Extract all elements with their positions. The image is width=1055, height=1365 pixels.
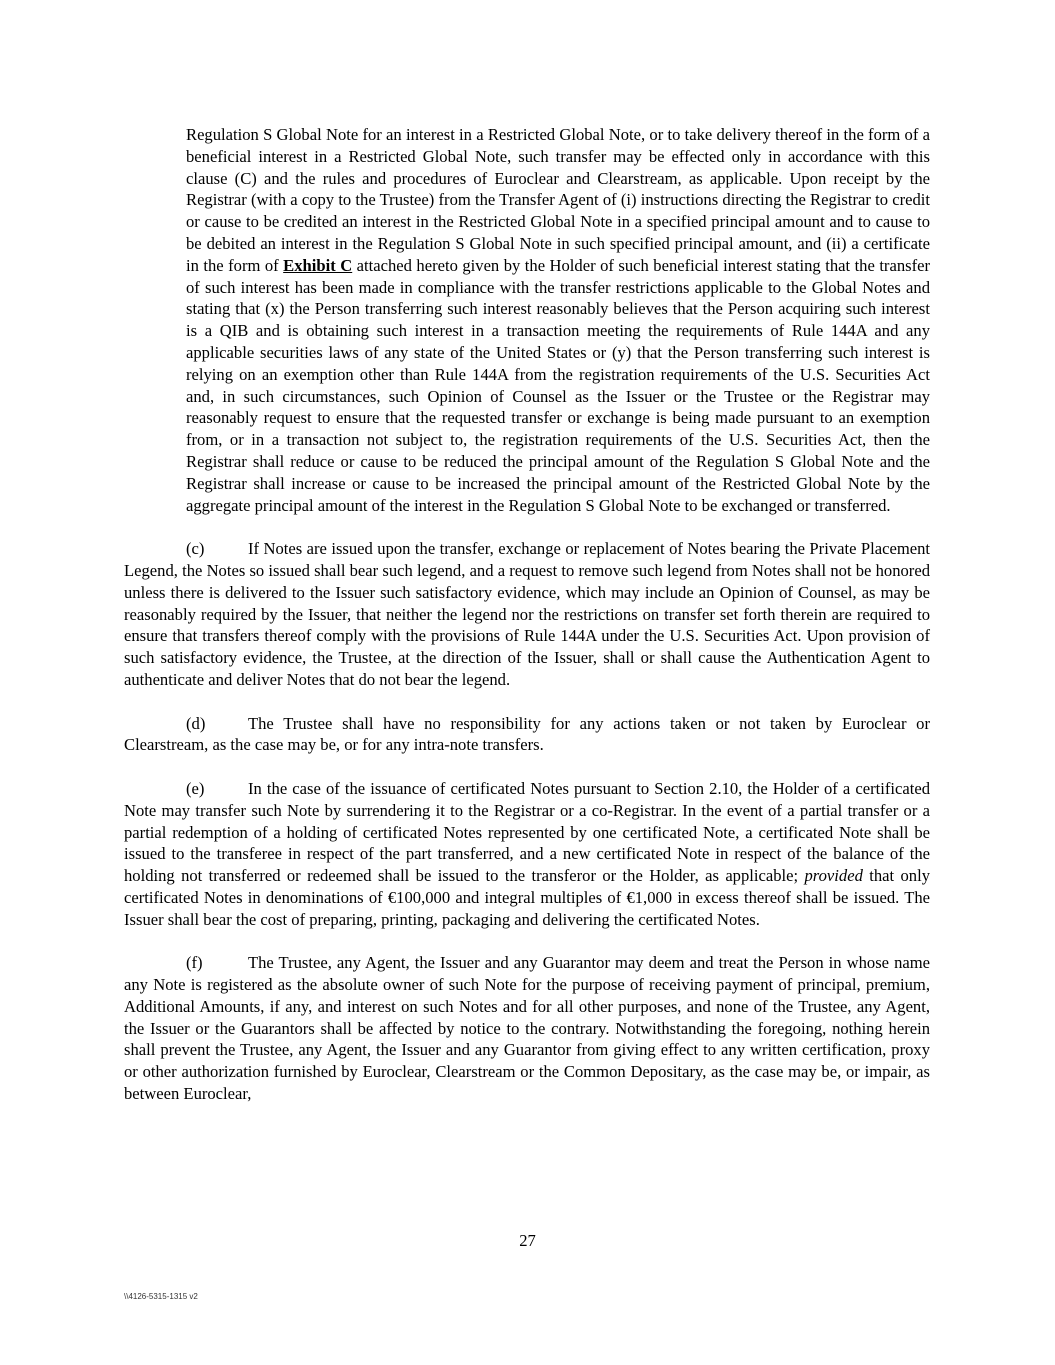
paragraph-e-provided: provided <box>804 866 863 886</box>
paragraph-c <box>124 538 930 691</box>
paragraph-c-text: If Notes are issued upon the transfer, exchange or replacement of Notes bearing the Private Placement Legend, the Notes so issued shall bear such legend, and a request to remove such legend from Notes shall not be honored unless there is delivered to the Issuer such satisfactory evidence, which may include an Opinion of Counsel, as may be reasonably required by the Issuer, that neither the legend nor the restrictions on transfer set forth therein are required to ensure that transfers thereof comply with the provisions of Rule 144A under the U.S. Securities Act. Upon provision of such satisfactory evidence, the Trustee, at the direction of the Issuer, shall or shall cause the Authentication Agent to authenticate and deliver Notes that do not bear the legend. <box>124 539 930 689</box>
paragraph-e <box>124 778 930 931</box>
paragraph-d-text: The Trustee shall have no responsibility for any actions taken or not taken by Euroclear or Clearstream, as the case may be, or for any intra-note transfers. <box>124 713 930 755</box>
paragraph-e-text-1: In the case of the issuance of certificated Notes pursuant to Section 2.10, the Holder of a certificated Note may transfer such Note by surrendering it to the Registrar or a co-Registrar. In the event of a partial transfer or a partial redemption of a holding of certificated Notes represented by one certificated Note, a certificated Note shall be issued to the transferee in respect of the part transferred, and a new certificated Note in respect of the balance of the holding not transferred or redeemed shall be issued to the transferor or the Holder, as applicable; <box>124 778 930 886</box>
continuation-text-2: attached hereto given by the Holder of such beneficial interest stating that the transfer of such interest has been made in compliance with the transfer restrictions applicable to the Global Notes and stating that (x) the Person transferring such interest reasonably believes that the Person acquiring such interest is a QIB and is obtaining such interest in a transaction meeting the requirements of Rule 144A and any applicable securities laws of any state of the United States or (y) that the Person transferring such interest is relying on an exemption other than Rule 144A from the registration requirements of the U.S. Securities Act and, in such circumstances, such Opinion of Counsel as the Issuer or the Trustee or the Registrar may reasonably request to ensure that the requested transfer or exchange is being made pursuant to an exemption from, or in a transaction not subject to, the registration requirements of the U.S. Securities Act, then the Registrar shall reduce or cause to be reduced the principal amount of the Regulation S Global Note and the Registrar shall increase or cause to be increased the principal amount of the Restricted Global Note by the aggregate principal amount of the interest in the Regulation S Global Note to be exchanged or transferred. <box>186 255 930 515</box>
paragraph-f-number: (f) <box>186 953 203 973</box>
paragraph-e-text-2: that only certificated Notes in denominations of €100,000 and integral multiples of €1,000 in excess thereof shall be issued. The Issuer shall bear the cost of preparing, printing, packaging and delivering the certificated Notes. <box>124 866 931 929</box>
exhibit-c-reference: Exhibit C <box>283 255 353 275</box>
paragraph-e-number: (e) <box>186 778 205 798</box>
page-number: 27 <box>519 1231 536 1250</box>
paragraph-d-number: (d) <box>186 713 206 733</box>
paragraph-d <box>124 713 930 757</box>
paragraph-f <box>124 952 930 1105</box>
paragraph-f-text: The Trustee, any Agent, the Issuer and any Guarantor may deem and treat the Person in whose name any Note is registered as the absolute owner of such Note for the purpose of receiving payment of principal, premium, Additional Amounts, if any, and interest on such Notes and for all other purposes, and none of the Trustee, any Agent, the Issuer or the Guarantors shall be affected by notice to the contrary. Notwithstanding the foregoing, nothing herein shall prevent the Trustee, any Agent, the Issuer and any Guarantor from giving effect to any written certification, proxy or other authorization furnished by Euroclear, Clearstream or the Common Depositary, as the case may be, or impair, as between Euroclear, <box>124 953 930 1104</box>
document-id: \\4126-5315-1315 v2 <box>124 1292 198 1301</box>
document-body <box>124 124 930 1127</box>
paragraph-c-number: (c) <box>186 539 205 559</box>
continuation-paragraph <box>186 124 930 516</box>
continuation-text-1: Regulation S Global Note for an interest in a Restricted Global Note, or to take delivery thereof in the form of a beneficial interest in a Restricted Global Note, such transfer may be effected only in accordance with this clause (C) and the rules and procedures of Euroclear and Clearstream, as applicable. Upon receipt by the Registrar (with a copy to the Trustee) from the Transfer Agent of (i) instructions directing the Registrar to credit or cause to be credited an interest in the Restricted Global Note in a specified principal amount and to cause to be debited an interest in the Regulation S Global Note in such specified principal amount, and (ii) a certificate in the form of <box>186 125 930 275</box>
